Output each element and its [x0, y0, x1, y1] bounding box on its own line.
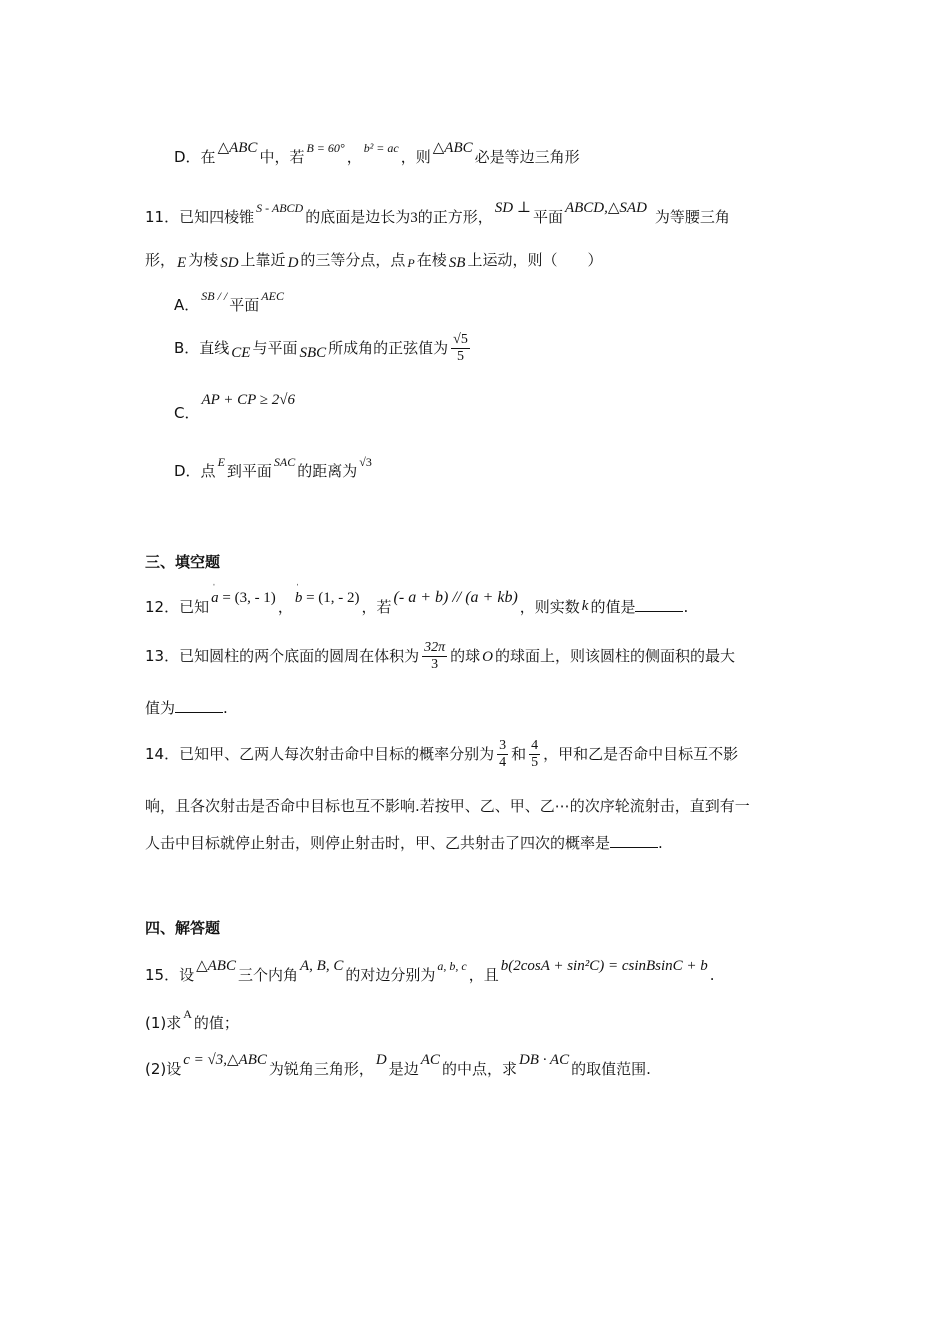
text: 在棱	[416, 251, 447, 269]
text: ，若	[361, 598, 392, 616]
option-label: B．直线	[174, 339, 230, 357]
q11-line-2	[145, 250, 602, 273]
fraction-32pi-over-3	[422, 640, 447, 673]
fraction-numerator: √5	[453, 332, 468, 347]
fraction-numerator: 3	[499, 738, 507, 753]
math-equation: b(2cosA + sin²C) = csinBsinC + b	[500, 958, 708, 974]
text: 人击中目标就停止射击，则停止射击时，甲、乙共射击了四次的概率是	[145, 834, 611, 852]
fraction-denominator: 4	[499, 755, 507, 770]
question-number: 15．	[145, 966, 180, 984]
math-plane: ABCD,△SAD	[564, 200, 647, 216]
question-number: 13．	[145, 647, 180, 665]
text: .	[709, 966, 715, 984]
math-pyramid: S - ABCD	[256, 201, 304, 215]
text: 的球	[450, 647, 481, 665]
math-point-e: E	[177, 255, 187, 271]
text: 的底面是边长为	[305, 208, 411, 226]
text: .	[223, 699, 228, 717]
math-plane-sbc: SBC	[299, 345, 327, 361]
part-label: (1)求	[145, 1014, 182, 1032]
question-number: 11．	[145, 208, 180, 226]
q11-option-c	[174, 390, 297, 423]
text: 为棱	[188, 251, 219, 269]
math-sides: a, b, c	[437, 959, 467, 973]
math-point-d: D	[375, 1052, 387, 1068]
text: 已知甲、乙两人每次射击命中目标的概率分别为	[179, 745, 495, 763]
option-label: C．	[174, 404, 200, 422]
math-point-e: E	[217, 455, 225, 469]
option-label: A．	[174, 296, 200, 314]
fraction-numerator: 32π	[424, 640, 446, 655]
text: 和	[511, 745, 527, 763]
question-number: 14．	[145, 745, 180, 763]
text: ，甲和乙是否命中目标互不影	[543, 745, 739, 763]
math-perp: SD ⊥	[494, 200, 531, 216]
q15-line-1	[145, 956, 715, 985]
math-sqrt3: √3	[359, 455, 372, 469]
math-triangle-abc: △ABC	[217, 140, 258, 156]
section-title-fill-in: 三、填空题	[145, 553, 221, 571]
math-side: 3	[410, 210, 418, 226]
math-line-ce: CE	[231, 345, 251, 361]
text: 的中点，求	[441, 1060, 517, 1078]
text: 响，且各次射击是否命中目标也互不影响.若按甲、乙、甲、乙⋯的次序轮流射击，直到有一	[145, 797, 750, 815]
text: 的对边分别为	[345, 966, 436, 984]
section-title-solutions: 四、解答题	[145, 919, 221, 937]
q14-line-2	[145, 796, 750, 816]
text: 为锐角三角形，	[268, 1060, 374, 1078]
text: 的三等分点，点	[300, 251, 406, 269]
math-angles: A, B, C	[300, 958, 344, 974]
text: 已知	[179, 598, 210, 616]
math-point-d: D	[287, 255, 299, 271]
fraction-4-over-5	[529, 738, 540, 771]
q10-option-d	[174, 138, 580, 167]
math-vector-a	[211, 588, 276, 608]
math-ap-cp: AP + CP ≥ 2√6	[201, 392, 296, 408]
math-b-squared: b² = ac	[363, 141, 399, 155]
fraction-numerator: 4	[531, 738, 539, 753]
q11-line-1	[145, 198, 730, 228]
text: 的值；	[193, 1014, 239, 1032]
text: 已知四棱锥	[179, 208, 255, 226]
math-dot-product: DB · AC	[518, 1052, 570, 1068]
math-k: k	[581, 598, 589, 614]
math-seg-sb: SB	[448, 255, 466, 271]
fraction-denominator: 3	[431, 657, 439, 672]
text: .	[658, 834, 663, 852]
math-angle-b: B = 60°	[306, 141, 345, 155]
q11-option-a	[174, 286, 286, 315]
answer-blank	[610, 833, 658, 848]
q11-option-b	[174, 332, 473, 365]
fraction-denominator: 5	[531, 755, 539, 770]
math-parallel-condition: (- a + b) // (a + kb)	[393, 589, 518, 606]
text: 三个内角	[237, 966, 298, 984]
math-side-ac: AC	[420, 1052, 440, 1068]
math-point-o: O	[482, 649, 493, 665]
q14-line-3	[145, 833, 663, 853]
part-label: (2)设	[145, 1060, 182, 1078]
text: 到平面	[226, 462, 272, 480]
math-plane-sac: SAC	[273, 455, 296, 469]
q11-option-d	[174, 452, 374, 481]
text: 的距离为	[297, 462, 358, 480]
vector-a-value: = (3, - 1)	[218, 590, 276, 606]
answer-blank	[635, 597, 683, 612]
fraction-3-over-4	[497, 738, 508, 771]
q12-line	[145, 588, 688, 617]
text: 与平面	[252, 339, 298, 357]
text: .	[683, 598, 689, 616]
text: 值为	[145, 699, 176, 717]
text: 上靠近	[240, 251, 286, 269]
text: 的值是	[590, 598, 636, 616]
answer-blank	[175, 698, 223, 713]
text: 是边	[388, 1060, 419, 1078]
text: 平面	[229, 296, 260, 314]
text: 中，若	[259, 148, 305, 166]
text: ，	[277, 598, 293, 616]
fraction-sqrt5-over-5	[451, 332, 470, 365]
q14-line-1	[145, 738, 738, 771]
fraction-denominator: 5	[457, 349, 465, 364]
text: 的球面上，则该圆柱的侧面积的最大	[494, 647, 735, 665]
text: ，则	[400, 148, 431, 166]
math-vector-b	[295, 588, 360, 608]
text: ，则实数	[519, 598, 580, 616]
question-number: 12．	[145, 598, 180, 616]
text: 所成角的正弦值为	[328, 339, 449, 357]
math-point-p: P	[407, 256, 415, 270]
option-label: D．点	[174, 462, 216, 480]
text: 平面	[532, 208, 563, 226]
vector-b-symbol: ˈ b	[295, 588, 303, 608]
vector-b-value: = (1, - 2)	[302, 590, 360, 606]
q13-line-1	[145, 640, 735, 673]
text: 为等腰三角	[654, 208, 730, 226]
math-seg-sd: SD	[220, 255, 239, 271]
text: ，	[346, 148, 362, 166]
math-triangle-abc: △ABC	[432, 140, 473, 156]
text: 上运动，则（ ）	[467, 251, 603, 269]
q15-part-2	[145, 1050, 651, 1079]
math-c-sqrt3: c = √3,△ABC	[183, 1052, 267, 1068]
math-plane-aec: AEC	[261, 289, 284, 303]
text: 形，	[145, 251, 176, 269]
text: 的正方形，	[417, 208, 493, 226]
text: 已知圆柱的两个底面的圆周在体积为	[179, 647, 420, 665]
vector-a-symbol: ˈ a	[211, 588, 219, 608]
text: 设	[179, 966, 195, 984]
q15-part-1	[145, 1004, 239, 1033]
text: ，且	[468, 966, 499, 984]
math-a: A	[183, 1007, 192, 1021]
math-triangle-abc: △ABC	[196, 958, 236, 974]
text: 的取值范围.	[571, 1060, 651, 1078]
q13-line-2	[145, 698, 228, 718]
text: 必是等边三角形	[474, 148, 580, 166]
q10-option-d-label: D．在	[174, 148, 216, 166]
math-sb-parallel: SB / /	[201, 289, 228, 303]
